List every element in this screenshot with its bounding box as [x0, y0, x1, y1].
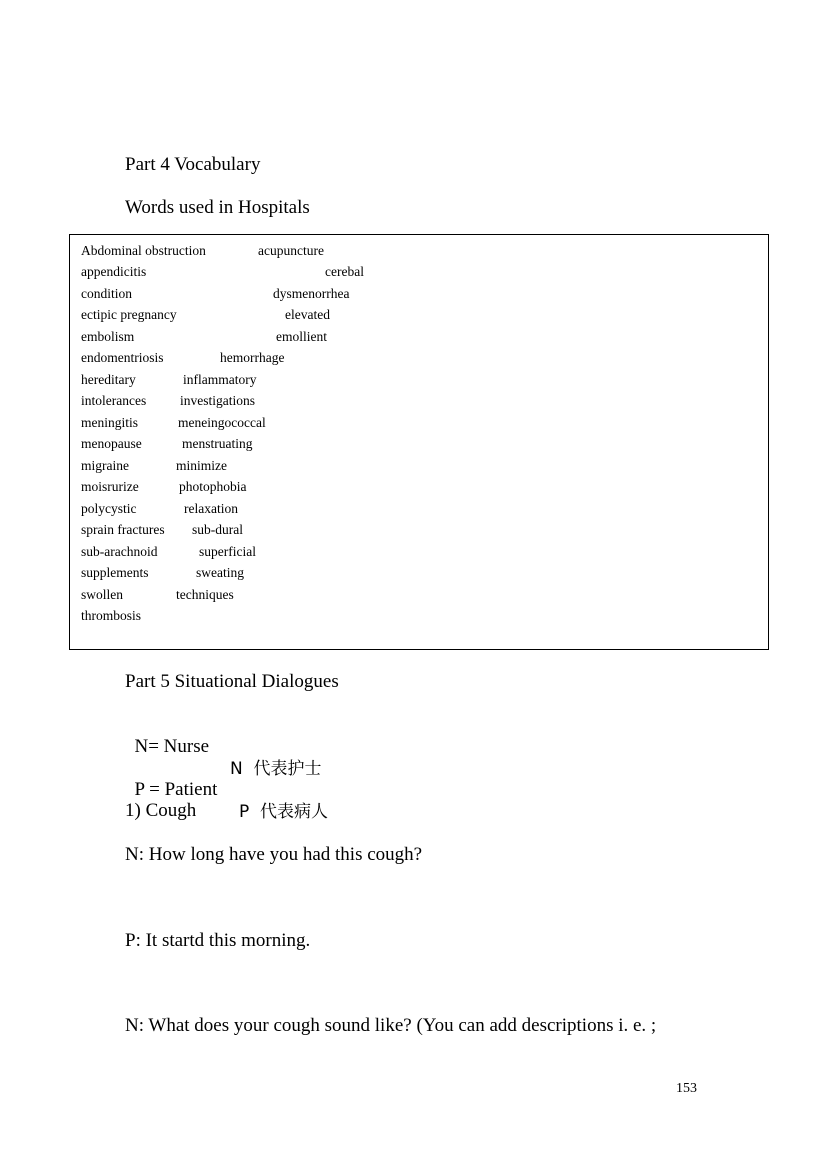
vocab-row: [70, 520, 768, 540]
vocab-row: [70, 391, 768, 411]
vocab-word: acupuncture: [258, 243, 324, 258]
vocab-word: minimize: [176, 458, 227, 473]
vocab-row: [70, 499, 768, 519]
vocab-row: [70, 370, 768, 390]
vocab-word: relaxation: [184, 501, 238, 516]
vocab-row: [70, 477, 768, 497]
vocab-row: [70, 585, 768, 605]
vocab-word: techniques: [176, 587, 234, 602]
vocab-word: appendicitis: [81, 264, 147, 279]
vocab-word: polycystic: [81, 501, 137, 516]
vocab-word: menstruating: [182, 436, 253, 451]
vocab-word: sub-arachnoid: [81, 544, 158, 559]
vocabulary-box: [69, 234, 769, 650]
vocab-row: [70, 305, 768, 325]
vocab-word: inflammatory: [183, 372, 257, 387]
vocab-word: ectipic pregnancy: [81, 307, 177, 322]
vocab-word: sprain fractures: [81, 522, 165, 537]
vocab-row: [70, 563, 768, 583]
vocab-word: moisrurize: [81, 479, 139, 494]
vocab-word: meningitis: [81, 415, 138, 430]
vocab-word: dysmenorrhea: [273, 286, 350, 301]
vocab-word: sub-dural: [192, 522, 243, 537]
vocab-word: sweating: [196, 565, 244, 580]
vocab-word: hemorrhage: [220, 350, 285, 365]
vocab-row: [70, 456, 768, 476]
vocab-row: [70, 241, 768, 261]
dialogue-line: P: It startd this morning.: [125, 930, 311, 951]
vocab-word: thrombosis: [81, 608, 142, 623]
nurse-definition-en: N= Nurse: [134, 736, 210, 757]
part5-heading: Part 5 Situational Dialogues: [125, 671, 339, 692]
vocab-row: [70, 327, 768, 347]
vocab-word: endomentriosis: [81, 350, 164, 365]
vocab-word: photophobia: [179, 479, 247, 494]
nurse-definition-cn: N 代表护士: [230, 759, 322, 779]
part4-subheading: Words used in Hospitals: [125, 197, 310, 218]
dialogue-line: N: What does your cough sound like? (You can add descriptions i. e. ;: [125, 1015, 657, 1036]
vocab-word: emollient: [276, 329, 327, 344]
vocab-word: hereditary: [81, 372, 136, 387]
vocab-word: condition: [81, 286, 132, 301]
vocab-word: Abdominal obstruction: [81, 243, 206, 258]
part4-heading: Part 4 Vocabulary: [125, 154, 261, 175]
vocab-word: menopause: [81, 436, 142, 451]
vocab-row: [70, 434, 768, 454]
vocab-row: [70, 284, 768, 304]
vocab-word: supplements: [81, 565, 149, 580]
vocab-word: embolism: [81, 329, 135, 344]
patient-definition-cn: P 代表病人: [239, 802, 329, 822]
vocab-word: meneingococcal: [178, 415, 266, 430]
vocab-word: swollen: [81, 587, 123, 602]
vocab-row: [70, 542, 768, 562]
page-number: 153: [676, 1081, 697, 1096]
vocab-word: intolerances: [81, 393, 147, 408]
vocab-row: [70, 606, 768, 626]
vocab-word: cerebal: [325, 264, 364, 279]
vocab-word: investigations: [180, 393, 255, 408]
vocab-word: migraine: [81, 458, 129, 473]
vocab-row: [70, 348, 768, 368]
vocab-word: superficial: [199, 544, 256, 559]
vocab-word: elevated: [285, 307, 330, 322]
vocab-row: [70, 413, 768, 433]
dialogue-line: N: How long have you had this cough?: [125, 844, 423, 865]
patient-definition-en: P = Patient: [134, 779, 218, 800]
vocab-row: [70, 262, 768, 282]
section-title: 1) Cough: [125, 800, 197, 821]
